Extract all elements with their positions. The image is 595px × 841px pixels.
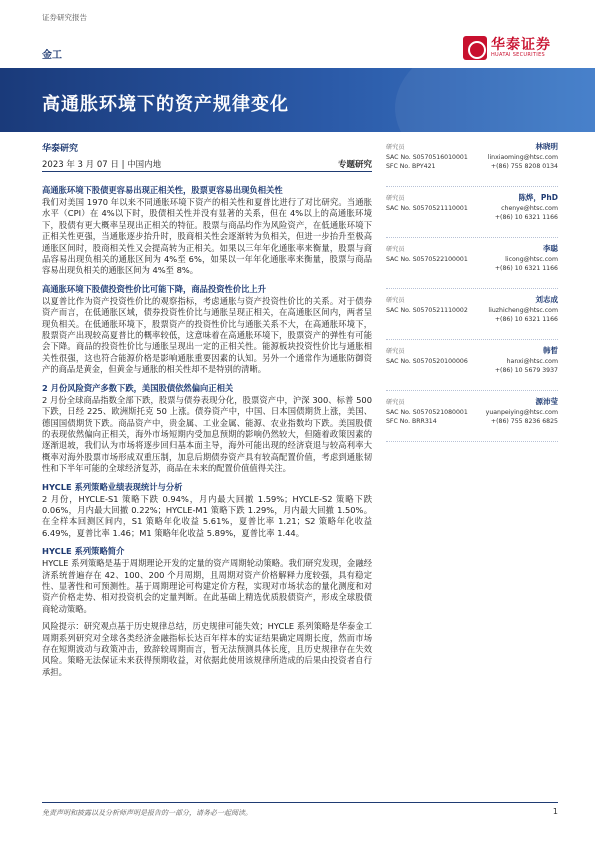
analyst-card bbox=[386, 395, 558, 442]
analyst-name: 陈烨，PhD bbox=[518, 193, 558, 202]
analyst-role: 研究员 bbox=[386, 348, 405, 355]
analyst-sac: SAC No. S0570521080001 bbox=[386, 409, 468, 416]
section-text: 我们对美国 1970 年以来不同通胀环境下资产的相关性和夏普比进行了对比研究。当通胀水平（CPI）在 4%以下时，股债相关性并没有显著的关系，但在 4%以上的高通胀环境下，股债有更大概率呈现出正相关的特征。股票与商品均作为风险资产，在低通胀环境下正相关性更强，当通胀逐步抬升时，股商相关性会逐渐转为负相关，但进一步抬升至极高通胀区间时，股商相关性又会提高转为正相关。如果以三年年化通胀率来衡量，股票与商品容易出现负相关的通胀区间为 4%至 6%，如果以一年年化通胀率来衡量，股票与商品容易出现负相关的通胀区间为 4%至 8%。 bbox=[42, 197, 372, 276]
brand-logo bbox=[463, 30, 563, 64]
analyst-email[interactable]: licong@htsc.com bbox=[505, 256, 558, 263]
report-body bbox=[42, 184, 372, 684]
page-number: 1 bbox=[552, 807, 558, 816]
section-heading: 高通胀环境下股债投资性价比可能下降，商品投资性价比上升 bbox=[42, 283, 267, 294]
analyst-role: 研究员 bbox=[386, 297, 405, 304]
analyst-phone: +(86) 755 8236 6825 bbox=[490, 418, 558, 425]
report-meta bbox=[42, 158, 372, 172]
analyst-name: 源沛莹 bbox=[535, 397, 558, 406]
risk-warning-text: 风险提示：研究观点基于历史规律总结，历史规律可能失效；HYCLE 系列策略是华泰金工周期系列研究对全球各类经济金融指标长达百年样本的实证结果确定周期长度，然而市场存在短期波动与政策冲击，致辞较周期而言，暂无法预测具体长度，且历史规律存在失效风险。策略无法保证未来获得预期收益，对依据此使用该规律所造成的后果由投资者自行承担。 bbox=[42, 621, 372, 677]
footer-divider bbox=[42, 802, 558, 803]
section-summary-3 bbox=[42, 382, 372, 475]
section-summary-1 bbox=[42, 184, 372, 277]
logo-text-en: HUATAI SECURITIES bbox=[491, 52, 545, 58]
analyst-phone: +(86) 10 6321 1166 bbox=[494, 214, 558, 221]
analyst-card bbox=[386, 242, 558, 289]
analyst-sac: SAC No. S0570522100001 bbox=[386, 256, 468, 263]
analyst-email[interactable]: hanxi@htsc.com bbox=[506, 358, 558, 365]
analyst-card bbox=[386, 140, 558, 187]
section-heading: 高通胀环境下股债更容易出现正相关性，股票更容易出现负相关性 bbox=[42, 185, 283, 195]
analyst-role: 研究员 bbox=[386, 195, 405, 202]
logo-text-cn: 华泰证券 bbox=[491, 37, 551, 53]
analyst-phone: +(86) 755 8208 0134 bbox=[490, 163, 558, 170]
report-title: 高通胀环境下的资产规律变化 bbox=[42, 94, 289, 115]
section-text: 2 月份，HYCLE-S1 策略下跌 0.94%，月内最大回撤 1.59%；HYCLE-S2 策略下跌 0.06%，月内最大回撤 0.22%；HYCLE-M1 策略下跌 1.29%，月内最大回撤 1.50%。在全样本回测区间内，S1 策略年化收益 5.61%，夏普比率 1.21；S2 策略年化收益 6.49%，夏普比率 1.46；M1 策略年化收益 5.89%，夏普比率 1.44。 bbox=[42, 493, 372, 538]
section-summary-4 bbox=[42, 481, 372, 540]
analyst-list bbox=[386, 140, 558, 446]
section-text: 以夏普比作为资产投资性价比的观察指标，考虑通胀与资产投资性价比的关系。对于债券资产而言，在低通胀区域，债券投资性价比与通胀呈现正相关，在高通胀区间内，两者呈现负相关。在低通胀环境下，股票资产的投资性价比与通胀关系不大，在高通胀环境下，股票资产出现较高夏普比的概率较低，这意味着在高通胀环境下，股票资产的弹性有可能会下降。商品的投资性价比与通胀呈现出一定的正相关性。能源板块投资性价比与通胀相关性很强，这也符合能源价格是影响通胀重要因素的认知。另外一个通常作为通胀防御资产的商品是黄金，但黄金与通胀的相关性却不是特别的清晰。 bbox=[42, 295, 372, 375]
section-heading: 2 月份风险资产多数下跌，美国股债依然偏向正相关 bbox=[42, 382, 234, 393]
analyst-role: 研究员 bbox=[386, 144, 405, 151]
logo-mark-icon bbox=[463, 36, 487, 60]
report-date-region: 2023 年 3 月 07 日 | 中国内地 bbox=[42, 160, 162, 170]
analyst-card bbox=[386, 344, 558, 391]
analyst-name: 林晓明 bbox=[535, 142, 558, 151]
analyst-phone: +(86) 10 6321 1166 bbox=[494, 265, 558, 272]
analyst-sac: SAC No. S0570520100006 bbox=[386, 358, 468, 365]
research-firm: 华泰研究 bbox=[42, 144, 79, 154]
analyst-role: 研究员 bbox=[386, 399, 405, 406]
analyst-card bbox=[386, 293, 558, 340]
analyst-name: 韩晳 bbox=[543, 346, 558, 355]
analyst-role: 研究员 bbox=[386, 246, 405, 253]
analyst-sfc: SFC No. BPY421 bbox=[386, 163, 436, 170]
section-heading: HYCLE 系列策略业绩表现统计与分析 bbox=[42, 481, 183, 492]
title-banner bbox=[0, 68, 595, 132]
analyst-name: 刘志成 bbox=[535, 295, 558, 304]
risk-warning bbox=[42, 621, 372, 678]
analyst-email[interactable]: yuanpeiying@htsc.com bbox=[485, 409, 558, 416]
section-heading: HYCLE 系列策略简介 bbox=[42, 546, 125, 557]
report-type: 专题研究 bbox=[337, 160, 372, 170]
analyst-email[interactable]: liuzhicheng@htsc.com bbox=[488, 307, 558, 314]
report-category: 金工 bbox=[42, 50, 62, 61]
analyst-sac: SAC No. S0570521110001 bbox=[386, 205, 468, 212]
analyst-email[interactable]: chenye@htsc.com bbox=[501, 205, 558, 212]
report-series-label: 证券研究报告 bbox=[42, 13, 87, 22]
section-text: 2 月份全球商品指数全部下跌，股票与债券表现分化，股票资产中，沪深 300、标普 500 下跌，日经 225、欧洲斯托克 50 上涨。债券资产中，中国、日本国债期货上涨，美国、德国国债期货下跌。商品资产中，贵金属、工业金属、能源、农业指数均下跌。美国股债的表现依然偏向正相关，海外市场短期内受加息预期的影响仍然较大，但随着政策因素的逐渐退坡，我们认为市场将逐步回归基本面主导，海外可能出现的经济衰退与较高利率大概率对海外股票市场形成双重压制，加息后期债券资产具有较高配置价值，考虑到通胀韧性和下半年可能的全球经济复苏，商品在未来的配置价值值得关注。 bbox=[42, 394, 372, 474]
analyst-phone: +(86) 10 6321 1166 bbox=[494, 316, 558, 323]
section-text: HYCLE 系列策略是基于周期理论开发的定量的资产周期轮动策略。我们研究发现，金融经济系统普遍存在 42、100、200 个月周期，且周期对资产价格解释力度较强，具有稳定性、显著性和可预测性。基于周期理论可构建定价方程，实现对市场状态的量化测度和对资产价格走势、相对投资机会的定量判断。在此基础上精选优质股债资产，形成全球股债商轮动策略。 bbox=[42, 558, 372, 614]
footer-disclaimer: 免责声明和披露以及分析师声明是报告的一部分，请务必一起阅读。 bbox=[42, 809, 252, 817]
analyst-sac: SAC No. S0570516010001 bbox=[386, 154, 468, 161]
section-summary-2 bbox=[42, 283, 372, 376]
analyst-email[interactable]: linxiaoming@htsc.com bbox=[487, 154, 558, 161]
analyst-sac: SAC No. S0570521110002 bbox=[386, 307, 468, 314]
analyst-name: 李聪 bbox=[543, 244, 558, 253]
analyst-phone: +(86) 10 5679 3937 bbox=[494, 367, 558, 374]
analyst-sfc: SFC No. BRR314 bbox=[386, 418, 437, 425]
section-summary-5 bbox=[42, 545, 372, 615]
analyst-card bbox=[386, 191, 558, 238]
